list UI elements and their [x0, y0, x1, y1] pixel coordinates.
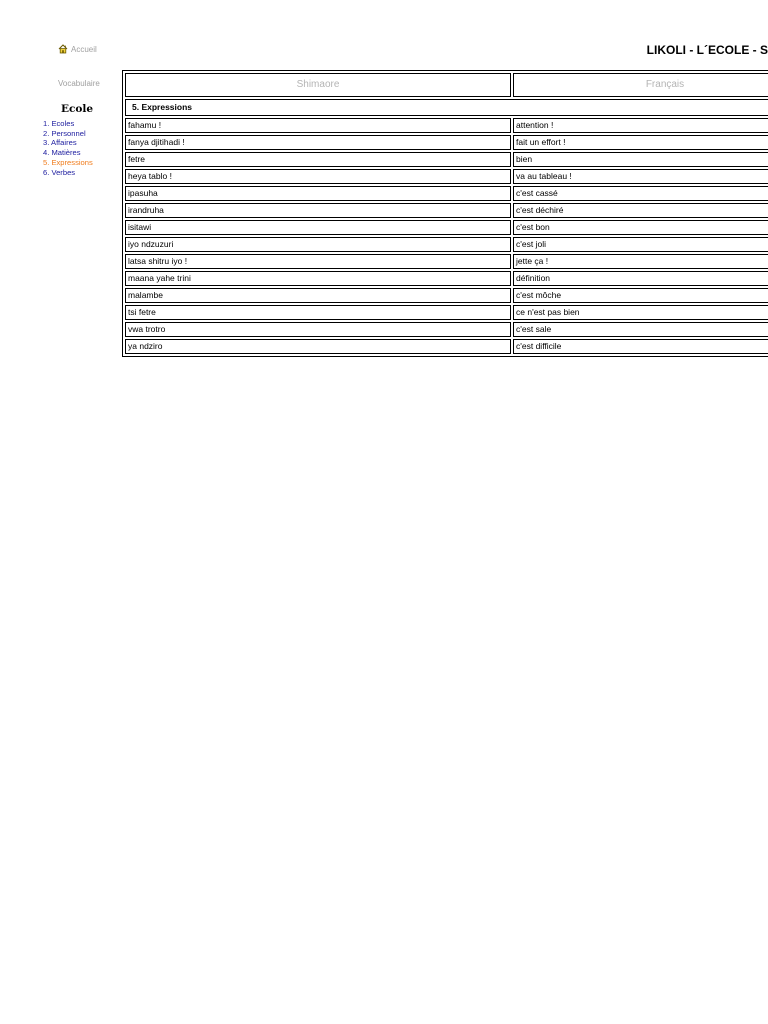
home-link-label: Accueil [71, 44, 97, 54]
sidebar-item-4[interactable]: 4. Matières [43, 148, 81, 158]
sidebar-heading: Ecole [60, 103, 94, 115]
home-link[interactable] [58, 44, 97, 54]
table-row [125, 288, 768, 303]
francais-cell: c'est difficile [513, 339, 768, 354]
shimaore-cell: ya ndziro [125, 339, 511, 354]
shimaore-cell: fetre [125, 152, 511, 167]
shimaore-cell: latsa shitru iyo ! [125, 254, 511, 269]
shimaore-cell: iyo ndzuzuri [125, 237, 511, 252]
table-row [125, 254, 768, 269]
column-header-francais: Français [513, 73, 768, 97]
table-row [125, 169, 768, 184]
shimaore-cell: fahamu ! [125, 118, 511, 133]
sidebar-item-2[interactable]: 2. Personnel [43, 128, 86, 138]
table-row [125, 203, 768, 218]
francais-cell: c'est sale [513, 322, 768, 337]
sidebar-item-1[interactable]: 1. Ecoles [43, 119, 75, 128]
table-row [125, 135, 768, 150]
francais-cell: jette ça ! [513, 254, 768, 269]
table-row [125, 186, 768, 201]
sidebar-menu [43, 119, 93, 177]
shimaore-cell: heya tablo ! [125, 169, 511, 184]
table-row [125, 339, 768, 354]
francais-cell: c'est môche [513, 288, 768, 303]
shimaore-cell: tsi fetre [125, 305, 511, 320]
francais-cell: c'est bon [513, 220, 768, 235]
house-icon [58, 44, 68, 54]
francais-cell: attention ! [513, 118, 768, 133]
francais-cell: c'est déchiré [513, 203, 768, 218]
column-header-shimaore: Shimaore [125, 73, 511, 97]
table-row [125, 152, 768, 167]
shimaore-cell: ipasuha [125, 186, 511, 201]
table-header-row [125, 73, 768, 97]
shimaore-cell: malambe [125, 288, 511, 303]
shimaore-cell: vwa trotro [125, 322, 511, 337]
sidebar-item-5[interactable]: 5. Expressions [43, 157, 93, 167]
table-row [125, 271, 768, 286]
francais-cell: ce n'est pas bien [513, 305, 768, 320]
section-row [125, 99, 768, 116]
francais-cell: bien [513, 152, 768, 167]
francais-cell: va au tableau ! [513, 169, 768, 184]
table-row [125, 118, 768, 133]
francais-cell: c'est cassé [513, 186, 768, 201]
table-row [125, 220, 768, 235]
sidebar-item-3[interactable]: 3. Affaires [43, 138, 77, 148]
shimaore-cell: isitawi [125, 220, 511, 235]
shimaore-cell: irandruha [125, 203, 511, 218]
section-title: 5. Expressions [125, 99, 768, 116]
francais-cell: définition [513, 271, 768, 286]
shimaore-cell: maana yahe trini [125, 271, 511, 286]
francais-cell: fait un effort ! [513, 135, 768, 150]
vocabulary-table [122, 70, 768, 357]
shimaore-cell: fanya djitihadi ! [125, 135, 511, 150]
table-row [125, 237, 768, 252]
table-row [125, 305, 768, 320]
francais-cell: c'est joli [513, 237, 768, 252]
page-title: LIKOLI - L´ECOLE - S [646, 43, 768, 57]
sidebar-item-6[interactable]: 6. Verbes [43, 167, 76, 177]
table-row [125, 322, 768, 337]
vocabulary-label: Vocabulaire [58, 79, 100, 88]
